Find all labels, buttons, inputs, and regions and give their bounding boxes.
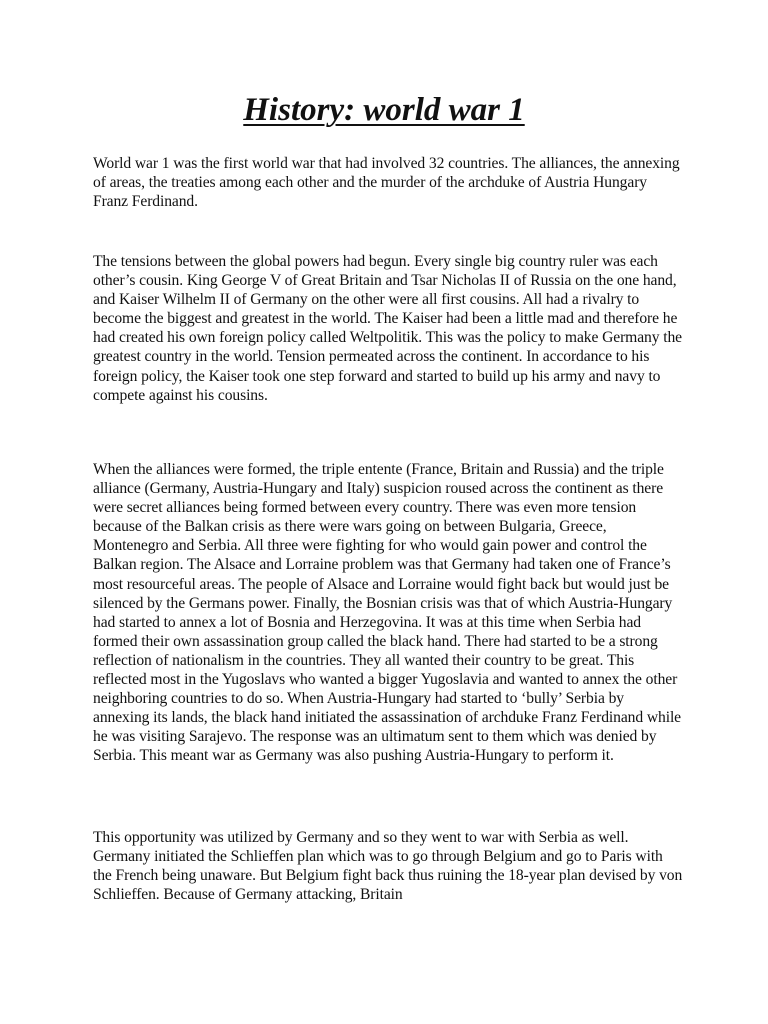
- paragraph-tensions: The tensions between the global powers had begun. Every single big country ruler was each other’s cousin. King George V of Great Britain and Tsar Nicholas II of Russia on the one hand, and Kaiser Wilhelm II of Germany on the other were all first cousins. All had a rivalry to become the biggest and greatest in the world. The Kaiser had been a little mad and therefore he had created his own foreign policy called Weltpolitik. This was the policy to make Germany the greatest country in the world. Tension permeated across the continent. In accordance to his foreign policy, the Kaiser took one step forward and started to build up his army and navy to compete against his cousins.: [93, 253, 682, 404]
- paragraph-intro: World war 1 was the first world war that had involved 32 countries. The alliances, the annexing of areas, the treaties among each other and the murder of the archduke of Austria Hungary Franz Ferdinand.: [93, 155, 680, 211]
- page-title: History: world war 1: [243, 92, 525, 128]
- paragraph-alliances: When the alliances were formed, the triple entente (France, Britain and Russia) and the triple alliance (Germany, Austria-Hungary and Italy) suspicion roused across the continent as there were secret alliances being formed between every country. There was even more tension because of the Balkan crisis as there were wars going on between Bulgaria, Greece, Montenegro and Serbia. All three were fighting for who would gain power and control the Balkan region. The Alsace and Lorraine problem was that Germany had taken one of France’s most resourceful areas. The people of Alsace and Lorraine would fight back but would just be silenced by the Germans power. Finally, the Bosnian crisis was that of which Austria-Hungary had started to annex a lot of Bosnia and Herzegovina. It was at this time when Serbia had formed their own assassination group called the black hand. There had started to be a strong reflection of nationalism in the countries. They all wanted their country to be great. This reflected most in the Yugoslavs who wanted a bigger Yugoslavia and wanted to annex the other neighboring countries to do so. When Austria-Hungary had started to ‘bully’ Serbia by annexing its lands, the black hand initiated the assassination of archduke Franz Ferdinand while he was visiting Sarajevo. The response was an ultimatum sent to them which was denied by Serbia. This meant war as Germany was also pushing Austria-Hungary to perform it.: [93, 461, 682, 765]
- paragraph-schlieffen: This opportunity was utilized by Germany and so they went to war with Serbia as well. Germany initiated the Schlieffen plan which was to go through Belgium and go to Paris with the French being unaware. But Belgium fight back thus ruining the 18-year plan devised by von Schlieffen. Because of Germany attacking, Britain: [93, 829, 683, 904]
